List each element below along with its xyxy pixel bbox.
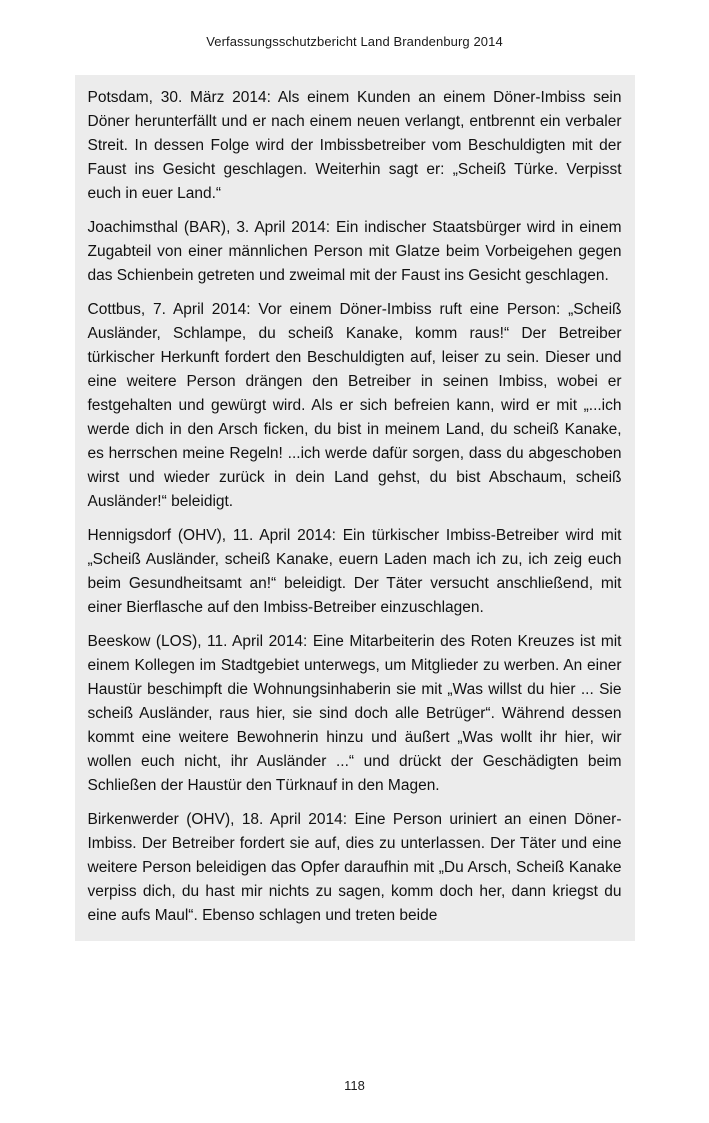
- paragraph-cottbus: Cottbus, 7. April 2014: Vor einem Döner-Imbiss ruft eine Person: „Scheiß Ausländer, Schlampe, du scheiß Kanake, komm raus!“ Der Betreiber türkischer Herkunft fordert den Beschuldigten auf, leiser zu sein. Dieser und eine weitere Person drängen den Betreiber in seinen Imbiss, wobei er festgehalten und gewürgt wird. Als er sich befreien kann, wird er mit „...ich werde dich in den Arsch ficken, du bist in meinem Land, du scheiß Kanake, es herrschen meine Regeln! ...ich werde dafür sorgen, dass du abgeschoben wirst und wieder zurück in dein Land gehst, du bist Abschaum, scheiß Ausländer!“ beleidigt.: [87, 301, 622, 510]
- content-area: [75, 75, 635, 941]
- running-header: Verfassungsschutzbericht Land Brandenburg 2014: [206, 34, 503, 49]
- page-number: 118: [344, 1078, 365, 1093]
- paragraph-joachimsthal: Joachimsthal (BAR), 3. April 2014: Ein indischer Staatsbürger wird in einem Zugabteil von einer männlichen Person mit Glatze beim Vorbeigehen gegen das Schienbein getreten und zweimal mit der Faust ins Gesicht geschlagen.: [87, 219, 622, 284]
- paragraph-birkenwerder: Birkenwerder (OHV), 18. April 2014: Eine Person uriniert an einen Döner-Imbiss. Der Betreiber fordert sie auf, dies zu unterlassen. Der Täter und eine weitere Person beleidigen das Opfer daraufhin mit „Du Arsch, Scheiß Kanake verpiss dich, du hast mir nichts zu sagen, komm doch her, dann kriegst du eine aufs Maul“. Ebenso schlagen und treten beide: [87, 811, 622, 924]
- paragraph-potsdam: Potsdam, 30. März 2014: Als einem Kunden an einem Döner-Imbiss sein Döner herunterfällt und er nach einem neuen verlangt, entbrennt ein verbaler Streit. In dessen Folge wird der Imbissbetreiber vom Beschuldigten mit der Faust ins Gesicht geschlagen. Weiterhin sagt er: „Scheiß Türke. Verpisst euch in euer Land.“: [87, 89, 622, 202]
- paragraph-beeskow: Beeskow (LOS), 11. April 2014: Eine Mitarbeiterin des Roten Kreuzes ist mit einem Kollegen im Stadtgebiet unterwegs, um Mitglieder zu werben. An einer Haustür beschimpft die Wohnungsinhaberin sie mit „Was willst du hier ... Sie scheiß Ausländer, raus hier, sie sind doch alle Betrüger“. Während dessen kommt eine weitere Bewohnerin hinzu und äußert „Was wollt ihr hier, wir wollen euch nicht, ihr Ausländer ...“ und drückt der Geschädigten beim Schließen der Haustür den Türknauf in den Magen.: [87, 633, 622, 794]
- paragraph-hennigsdorf: Hennigsdorf (OHV), 11. April 2014: Ein türkischer Imbiss-Betreiber wird mit „Scheiß Ausländer, scheiß Kanake, euern Laden mach ich zu, ich zeig euch beim Gesundheitsamt an!“ beleidigt. Der Täter versucht anschließend, mit einer Bierflasche auf den Imbiss-Betreiber einzuschlagen.: [87, 527, 622, 616]
